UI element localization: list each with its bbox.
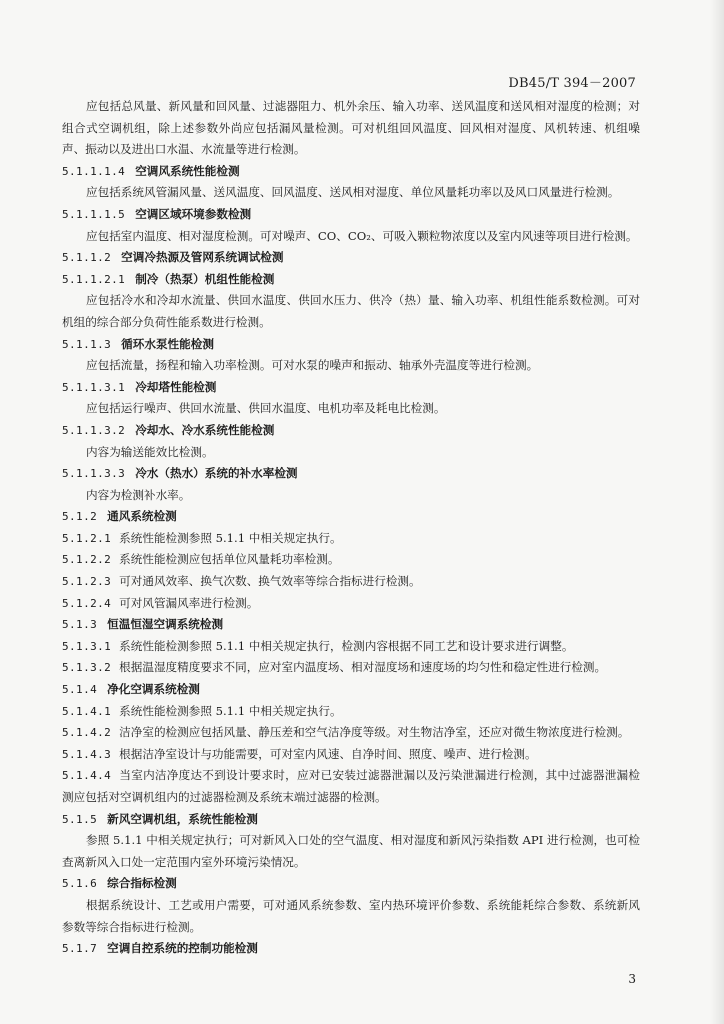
clause-text: 可对风管漏风率进行检测。 (119, 595, 259, 610)
heading-text: 冷却水、冷水系统性能检测 (135, 422, 275, 437)
clause-item (62, 701, 640, 723)
clause-number: 5.1.1.3.1 (62, 380, 126, 394)
section-heading (62, 161, 640, 183)
clause-number: 5.1.7 (62, 942, 98, 956)
heading-text: 空调自控系统的控制功能检测 (107, 941, 258, 956)
section-heading (62, 463, 640, 485)
heading-text: 空调区域环境参数检测 (135, 206, 252, 221)
clause-number: 5.1.1.3.3 (62, 467, 126, 481)
clause-number: 5.1.2.4 (62, 596, 112, 610)
section-heading (62, 506, 640, 528)
heading-text: 综合指标检测 (107, 876, 177, 891)
section-heading (62, 420, 640, 442)
clause-number: 5.1.2.2 (62, 553, 112, 567)
section-heading (62, 269, 640, 291)
paragraph: 参照 5.1.1 中相关规定执行；可对新风入口处的空气温度、相对湿度和新风污染指数 API 进行检测，也可检查离新风入口处一定范围内室外环境污染情况。 (62, 833, 640, 869)
heading-text: 循环水泵性能检测 (121, 336, 214, 351)
paragraph: 根据系统设计、工艺或用户需要，可对通风系统参数、室内热环境评价参数、系统能耗综合参数、系统新风参数等综合指标进行检测。 (62, 897, 640, 934)
section-heading (62, 377, 640, 399)
clause-item (62, 528, 640, 550)
document-body (62, 96, 640, 960)
section-heading (62, 334, 640, 356)
clause-item (62, 593, 640, 615)
clause-text: 系统性能检测参照 5.1.1 中相关规定执行。 (119, 703, 342, 718)
clause-number: 5.1.2.1 (62, 531, 112, 545)
clause-number: 5.1.1.3 (62, 337, 112, 351)
scan-shadow (710, 0, 724, 1024)
clause-item (62, 571, 640, 593)
clause-number: 5.1.1.1.4 (62, 164, 126, 178)
paragraph: 应包括室内温度、相对湿度检测。可对噪声、CO、CO₂、可吸入颗粒物浓度以及室内风速等项目进行检测。 (86, 228, 638, 243)
clause-text: 当室内洁净度达不到设计要求时，应对已安装过滤器泄漏以及污染泄漏进行检测，其中过滤器泄漏检测应包括对空调机组内的过滤器检测及系统末端过滤器的检测。 (62, 768, 640, 804)
clause-item (62, 657, 640, 679)
page-number: 3 (628, 972, 636, 986)
clause-number: 5.1.1.2.1 (62, 272, 126, 286)
section-heading (62, 873, 640, 895)
paragraph: 内容为检测补水率。 (86, 487, 191, 502)
section-heading (62, 614, 640, 636)
heading-text: 制冷（热泵）机组性能检测 (135, 271, 275, 286)
clause-text: 系统性能检测参照 5.1.1 中相关规定执行，检测内容根据不同工艺和设计要求进行调整。 (119, 638, 574, 653)
section-heading (62, 938, 640, 960)
clause-item (62, 549, 640, 571)
clause-text: 根据洁净室设计与功能需要，可对室内风速、自净时间、照度、噪声、进行检测。 (119, 746, 537, 761)
clause-item (62, 765, 640, 808)
clause-item (62, 722, 640, 744)
clause-number: 5.1.2 (62, 510, 98, 524)
clause-number: 5.1.6 (62, 877, 98, 891)
clause-number: 5.1.1.1.5 (62, 207, 126, 221)
section-heading (62, 247, 640, 269)
heading-text: 空调冷热源及管网系统调试检测 (121, 250, 284, 265)
clause-number: 5.1.4.4 (62, 769, 112, 783)
heading-text: 净化空调系统检测 (107, 682, 200, 697)
clause-number: 5.1.3.1 (62, 639, 112, 653)
clause-number: 5.1.5 (62, 812, 98, 826)
clause-number: 5.1.1.3.2 (62, 423, 126, 437)
clause-number: 5.1.4.1 (62, 704, 112, 718)
heading-text: 冷水（热水）系统的补水率检测 (135, 466, 298, 481)
paragraph: 应包括运行噪声、供回水流量、供回水温度、电机功率及耗电比检测。 (86, 401, 446, 416)
clause-text: 根据温湿度精度要求不同，应对室内温度场、相对湿度场和速度场的均匀性和稳定性进行检测。 (119, 660, 607, 675)
standard-number: DB45/T 394－2007 (508, 76, 636, 91)
heading-text: 冷却塔性能检测 (135, 379, 217, 394)
clause-text: 系统性能检测参照 5.1.1 中相关规定执行。 (119, 530, 342, 545)
heading-text: 空调风系统性能检测 (135, 163, 240, 178)
paragraph: 应包括冷水和冷却水流量、供回水温度、供回水压力、供冷（热）量、输入功率、机组性能系数检测。可对机组的综合部分负荷性能系数进行检测。 (62, 293, 640, 329)
clause-number: 5.1.4.3 (62, 747, 112, 761)
clause-text: 可对通风效率、换气次数、换气效率等综合指标进行检测。 (119, 574, 421, 589)
clause-item (62, 636, 640, 658)
paragraph: 应包括总风量、新风量和回风量、过滤器阻力、机外余压、输入功率、送风温度和送风相对湿度的检测；对组合式空调机组，除上述参数外尚应包括漏风量检测。可对机组回风温度、回风相对湿度、风机转速、机组噪声、振动以及进出口水温、水流量等进行检测。 (62, 99, 640, 157)
section-heading (62, 679, 640, 701)
heading-text: 新风空调机组，系统性能检测 (107, 811, 258, 826)
heading-text: 通风系统检测 (107, 509, 177, 524)
paragraph: 应包括系统风管漏风量、送风温度、回风温度、送风相对湿度、单位风量耗功率以及风口风量进行检测。 (86, 185, 620, 200)
paragraph: 内容为输送能效比检测。 (86, 444, 214, 459)
section-heading (62, 204, 640, 226)
clause-number: 5.1.3 (62, 618, 98, 632)
clause-number: 5.1.4.2 (62, 726, 112, 740)
clause-text: 洁净室的检测应包括风量、静压差和空气洁净度等级。对生物洁净室，还应对微生物浓度进行检测。 (119, 725, 630, 740)
section-heading (62, 809, 640, 831)
clause-number: 5.1.4 (62, 683, 98, 697)
heading-text: 恒温恒湿空调系统检测 (107, 617, 224, 632)
clause-item (62, 744, 640, 766)
paragraph: 应包括流量，扬程和输入功率检测。可对水泵的噪声和振动、轴承外壳温度等进行检测。 (86, 358, 539, 373)
clause-number: 5.1.2.3 (62, 575, 112, 589)
clause-number: 5.1.1.2 (62, 251, 112, 265)
clause-text: 系统性能检测应包括单位风量耗功率检测。 (119, 552, 340, 567)
clause-number: 5.1.3.2 (62, 661, 112, 675)
